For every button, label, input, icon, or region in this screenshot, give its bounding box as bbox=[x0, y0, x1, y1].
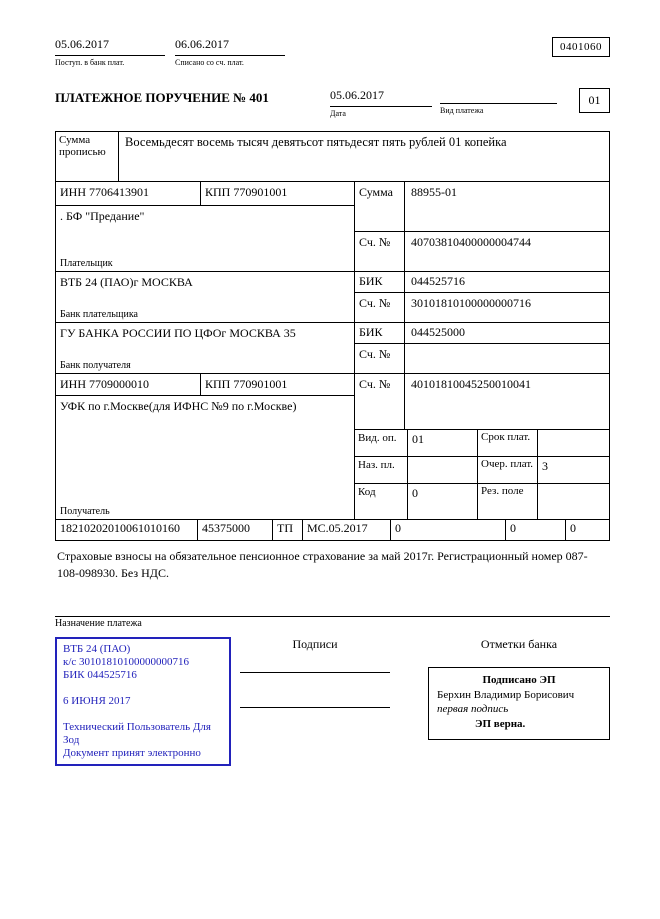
payment-purpose-code-row bbox=[355, 457, 609, 484]
top-dates-row bbox=[55, 37, 610, 67]
signature-line-1 bbox=[240, 672, 390, 673]
amount-in-words-label: Сумма прописью bbox=[56, 132, 119, 181]
payee-bank-name: ГУ БАНКА РОССИИ ПО ЦФОг МОСКВА 35 bbox=[60, 326, 296, 340]
payer-kpp: КПП 770901001 bbox=[205, 185, 288, 199]
receipt-date-label: Поступ. в банк плат. bbox=[55, 58, 125, 67]
payment-purpose-code-label: Наз. пл. bbox=[355, 457, 408, 483]
payer-bank-name: ВТБ 24 (ПАО)г МОСКВА bbox=[60, 275, 193, 289]
amount-in-words-row bbox=[56, 132, 609, 182]
tax-document-number: 0 bbox=[391, 520, 506, 540]
stamp-user: Технический Пользователь Для Зод bbox=[63, 721, 211, 746]
kbk-code: 18210202010061010160 bbox=[56, 520, 198, 540]
payer-account-label: Сч. № bbox=[355, 232, 405, 271]
payment-purpose-code-value bbox=[408, 457, 478, 483]
payer-block bbox=[56, 182, 609, 272]
tax-document-date: 0 bbox=[506, 520, 566, 540]
payment-status-box: 01 bbox=[579, 88, 610, 113]
payee-block bbox=[56, 374, 609, 520]
payee-name: УФК по г.Москве(для ИФНС №9 по г.Москве) bbox=[60, 399, 297, 413]
payee-bank-block bbox=[56, 323, 609, 374]
debit-date-label: Списано со сч. плат. bbox=[175, 58, 244, 67]
receipt-date-block bbox=[55, 37, 165, 67]
bank-marks-column bbox=[428, 637, 610, 740]
payer-inn-kpp-row bbox=[56, 182, 354, 206]
reserve-field-label: Рез. поле bbox=[478, 484, 538, 519]
signatures-column bbox=[240, 637, 390, 708]
payee-inn-kpp-row bbox=[56, 374, 354, 396]
payee-bank-label: Банк получателя bbox=[60, 360, 131, 371]
payment-priority-label: Очер. плат. bbox=[478, 457, 538, 483]
debit-date-block bbox=[175, 37, 285, 67]
payment-order-table bbox=[55, 131, 610, 541]
operation-type-row bbox=[355, 430, 609, 457]
esignature-role: первая подпись bbox=[437, 703, 509, 716]
debit-date: 06.06.2017 bbox=[175, 37, 285, 56]
operation-type-value: 01 bbox=[408, 430, 478, 456]
bank-electronic-stamp bbox=[55, 637, 231, 766]
signatures-heading: Подписи bbox=[292, 637, 338, 651]
payee-account-row bbox=[355, 374, 609, 430]
document-title: ПЛАТЕЖНОЕ ПОРУЧЕНИЕ № 401 bbox=[55, 90, 269, 105]
payment-purpose-label: Назначение платежа bbox=[55, 618, 142, 629]
payer-bank-account-value: 30101810100000000716 bbox=[411, 296, 531, 310]
title-row bbox=[55, 88, 610, 118]
receipt-date: 05.06.2017 bbox=[55, 37, 165, 56]
payee-inn: ИНН 7709000010 bbox=[56, 374, 201, 395]
payment-priority-value: 3 bbox=[542, 459, 548, 473]
form-code-box: 0401060 bbox=[552, 37, 610, 57]
tax-period: МС.05.2017 bbox=[303, 520, 391, 540]
payer-bank-account-label: Сч. № bbox=[355, 293, 405, 322]
amount-row bbox=[355, 182, 609, 232]
payer-label: Плательщик bbox=[60, 258, 113, 269]
payer-bank-account-row bbox=[355, 293, 609, 322]
operation-type-label: Вид. оп. bbox=[355, 430, 408, 456]
payee-bank-account-value bbox=[405, 344, 609, 373]
payment-kind-line bbox=[440, 88, 557, 104]
code-value: 0 bbox=[408, 484, 478, 519]
payee-account-label: Сч. № bbox=[355, 374, 405, 429]
signature-line-2 bbox=[240, 707, 390, 708]
tax-attributes-row bbox=[56, 520, 609, 540]
amount-in-words-value: Восемьдесят восемь тысяч девятьсот пятьдесят пять рублей 01 копейка bbox=[125, 135, 507, 149]
payer-account-value: 40703810400000004744 bbox=[411, 235, 531, 249]
payee-bank-bik-label: БИК bbox=[355, 323, 405, 343]
bank-marks-heading: Отметки банка bbox=[480, 637, 558, 651]
payment-kind-label: Вид платежа bbox=[440, 106, 484, 115]
payment-kind-block bbox=[440, 88, 557, 115]
document-date: 05.06.2017 bbox=[330, 88, 432, 107]
payer-bank-label: Банк плательщика bbox=[60, 309, 138, 320]
stamp-spacer bbox=[63, 708, 223, 721]
amount-value: 88955-01 bbox=[411, 185, 457, 199]
stamp-corr-account: к/с 30101810100000000716 bbox=[63, 656, 190, 668]
payer-bank-bik-value: 044525716 bbox=[411, 274, 465, 288]
esignature-box bbox=[428, 667, 610, 740]
payer-inn: ИНН 7706413901 bbox=[56, 182, 201, 205]
code-label: Код bbox=[355, 484, 408, 519]
footer-section bbox=[55, 637, 610, 766]
payment-term-label: Срок плат. bbox=[478, 430, 538, 456]
payer-bank-bik-label: БИК bbox=[355, 272, 405, 292]
stamp-accepted-note: Документ принят электронно bbox=[63, 746, 201, 759]
payment-purpose-text: Страховые взносы на обязательное пенсионное страхование за май 2017г. Регистрационный номер 087-108-098930. Без НДС. bbox=[57, 549, 588, 581]
amount-label: Сумма bbox=[355, 182, 405, 231]
payment-term-value bbox=[538, 430, 609, 456]
payee-bank-account-label: Сч. № bbox=[355, 344, 405, 373]
esignature-signer-name: Берхин Владимир Борисович bbox=[437, 688, 575, 701]
stamp-date: 6 ИЮНЯ 2017 bbox=[63, 695, 131, 707]
code-row bbox=[355, 484, 609, 519]
payee-bank-bik-row bbox=[355, 323, 609, 344]
payer-bank-bik-row bbox=[355, 272, 609, 293]
payment-basis: ТП bbox=[273, 520, 303, 540]
reserve-field-value bbox=[538, 484, 609, 519]
payer-account-row bbox=[355, 232, 609, 271]
payee-bank-account-row bbox=[355, 344, 609, 373]
document-date-block bbox=[330, 88, 432, 118]
payee-bank-bik-value: 044525000 bbox=[411, 325, 465, 339]
stamp-bik: БИК 044525716 bbox=[63, 669, 137, 681]
stamp-spacer bbox=[63, 682, 223, 695]
tax-payment-type: 0 bbox=[570, 521, 576, 535]
payee-kpp: КПП 770901001 bbox=[205, 377, 288, 391]
payee-account-value: 40101810045250010041 bbox=[411, 377, 531, 391]
stamp-bank-name: ВТБ 24 (ПАО) bbox=[63, 643, 131, 655]
payee-label: Получатель bbox=[60, 506, 110, 517]
esignature-valid-note: ЭП верна. bbox=[475, 717, 526, 730]
payment-purpose-field bbox=[55, 541, 610, 617]
payer-name: . БФ "Предание" bbox=[60, 209, 145, 223]
payer-bank-block bbox=[56, 272, 609, 323]
esignature-title: Подписано ЭП bbox=[482, 674, 556, 686]
oktmo-code: 45375000 bbox=[198, 520, 273, 540]
document-date-label: Дата bbox=[330, 109, 346, 118]
